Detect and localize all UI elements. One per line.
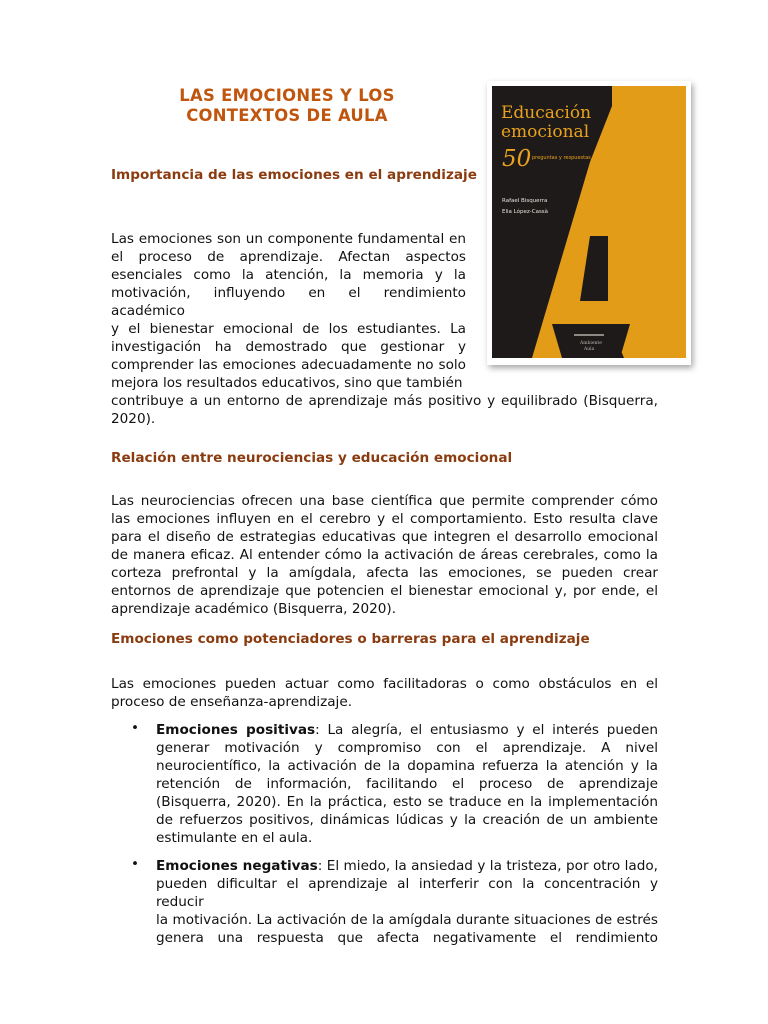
bullet-text: : El miedo, la ansiedad y la tristeza, por otro lado, — [317, 858, 658, 874]
paragraph-neurociencias — [111, 492, 658, 618]
text-line: proceso de enseñanza-aprendizaje. — [111, 694, 353, 710]
text-line — [156, 721, 658, 739]
text-line: el proceso de aprendizaje. Afectan aspectos — [111, 249, 466, 265]
text-line: la motivación. La activación de la amígdala durante situaciones de estrés — [156, 912, 658, 928]
text-line: mejora los resultados educativos, sino que también — [111, 375, 463, 391]
cover-author-2: Elia López-Cassà — [502, 209, 549, 215]
section-heading-emociones-aprendizaje: Emociones como potenciadores o barreras para el aprendizaje — [111, 631, 590, 647]
cover-subtitle: preguntas y respuestas — [532, 155, 591, 161]
text-line: corteza prefrontal y la amígdala, afecta las emociones, se pueden crear — [111, 565, 658, 581]
text-line: estimulante en el aula. — [156, 830, 313, 846]
cover-title-line-2: emocional — [501, 122, 590, 142]
text-line: comprender las emociones adecuadamente no solo — [111, 357, 466, 373]
text-line: 2020). — [111, 411, 156, 427]
text-line: retención de información, facilitando el proceso de aprendizaje — [156, 776, 658, 792]
section-heading-neurociencias: Relación entre neurociencias y educación emocional — [111, 450, 513, 466]
text-line: neurocientífico, la activación de la dopamina refuerza la atención y la — [156, 758, 658, 774]
title-line: CONTEXTOS DE AULA — [186, 106, 388, 125]
cover-title-line-1: Educación — [501, 103, 592, 123]
bullet-marker: • — [131, 856, 140, 872]
text-line: y el bienestar emocional de los estudiantes. La — [111, 321, 466, 337]
text-line: investigación ha demostrado que gestionar y — [111, 339, 466, 355]
document-title — [108, 86, 466, 126]
paragraph-emociones-intro — [111, 675, 658, 711]
text-line: de refuerzos positivos, dinámicas lúdicas y la creación de un ambiente — [156, 812, 658, 828]
bullet-term: Emociones positivas — [156, 722, 316, 738]
text-line: generar motivación y compromiso con el aprendizaje. A nivel — [156, 740, 658, 756]
cover-number: 50 — [502, 146, 532, 172]
publisher-logo-bar — [574, 334, 604, 336]
text-line: Las neurociencias ofrecen una base científica que permite comprender cómo — [111, 493, 658, 509]
text-line: (Bisquerra, 2020). En la práctica, esto se traduce en la implementación — [156, 794, 658, 810]
text-line: Las emociones pueden actuar como facilitadoras o como obstáculos en el — [111, 676, 658, 692]
text-line: las emociones influyen en el cerebro y el comportamiento. Esto resulta clave — [111, 511, 658, 527]
bullet-term: Emociones negativas — [156, 858, 318, 874]
text-line: entornos de aprendizaje que potencien el bienestar emocional y, por ende, el — [111, 583, 658, 599]
text-line: aprendizaje académico (Bisquerra, 2020). — [111, 601, 397, 617]
text-line: genera una respuesta que afecta negativamente el rendimiento — [156, 930, 658, 946]
book-cover-art — [492, 86, 686, 358]
publisher-name-1: Ambiente — [580, 341, 602, 346]
text-line: motivación, influyendo en el rendimiento académico — [111, 285, 466, 319]
book-cover-image — [487, 81, 691, 365]
cover-author-1: Rafael Bisquerra — [502, 198, 548, 204]
bullet-text: : La alegría, el entusiasmo y el interés pueden — [315, 722, 658, 738]
text-line: de manera eficaz. Al entender cómo la activación de áreas cerebrales, como la — [111, 547, 658, 563]
text-line: pueden dificultar el aprendizaje al interferir con la concentración y reducir — [156, 876, 658, 910]
bullet-item-emociones-positivas — [156, 721, 658, 847]
text-line: para el diseño de estrategias educativas que integren el desarrollo emocional — [111, 529, 658, 545]
text-line: Las emociones son un componente fundamental en — [111, 231, 466, 247]
text-line: esenciales como la atención, la memoria y la — [111, 267, 466, 283]
text-line: contribuye a un entorno de aprendizaje más positivo y equilibrado (Bisquerra, — [111, 393, 658, 409]
bullet-marker: • — [131, 720, 140, 736]
publisher-name-2: Aula — [584, 347, 595, 352]
section-heading-importancia: Importancia de las emociones en el aprendizaje — [111, 167, 477, 183]
title-line: LAS EMOCIONES Y LOS — [179, 86, 395, 105]
bullet-item-emociones-negativas — [156, 857, 658, 947]
text-line — [156, 857, 658, 875]
